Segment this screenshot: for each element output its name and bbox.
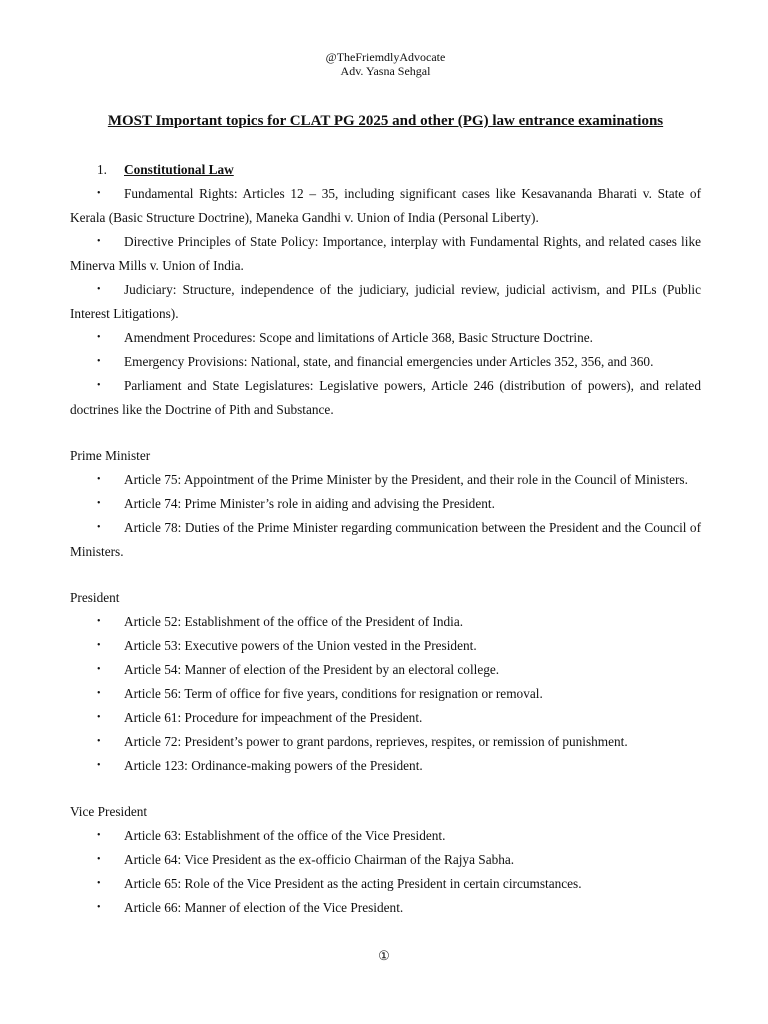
list-item: • Parliament and State Legislatures: Legislative powers, Article 246 (distribution of powers), and related doctrines like the Doctrine of Pith and Substance. <box>70 374 701 422</box>
bullet-icon: • <box>97 284 101 295</box>
document-title: MOST Important topics for CLAT PG 2025 and other (PG) law entrance examinations <box>107 113 664 129</box>
list-item: • Article 61: Procedure for impeachment of the President. <box>70 706 701 730</box>
bullet-icon: • <box>97 474 101 485</box>
list-item: • Article 74: Prime Minister’s role in aiding and advising the President. <box>70 492 701 516</box>
bullet-icon: • <box>97 640 101 651</box>
section-label-vice-president: Vice President <box>70 804 148 819</box>
bullet-icon: • <box>97 878 101 889</box>
bullet-icon: • <box>97 498 101 509</box>
president-list <box>70 610 701 778</box>
list-item: • Article 54: Manner of election of the President by an electoral college. <box>70 658 701 682</box>
constitutional-law-list <box>70 182 701 422</box>
section-heading-constitutional-law <box>70 158 701 182</box>
bullet-icon: • <box>97 854 101 865</box>
bullet-icon: • <box>97 902 101 913</box>
bullet-icon: • <box>97 522 101 533</box>
vice-president-list <box>70 824 701 920</box>
list-item: • Article 123: Ordinance-making powers of the President. <box>70 754 701 778</box>
document-body <box>70 158 701 920</box>
bullet-icon: • <box>97 356 101 367</box>
list-item: • Judiciary: Structure, independence of the judiciary, judicial review, judicial activism, and PILs (Public Interest Litigations). <box>70 278 701 326</box>
author-handle: @TheFriemdlyAdvocate <box>325 50 446 64</box>
bullet-icon: • <box>97 830 101 841</box>
section-label-president: President <box>70 590 120 605</box>
list-item: • Article 53: Executive powers of the Union vested in the President. <box>70 634 701 658</box>
author-name: Adv. Yasna Sehgal <box>340 64 431 78</box>
list-item: • Emergency Provisions: National, state, and financial emergencies under Articles 352, 356, and 360. <box>70 350 701 374</box>
list-item: • Article 64: Vice President as the ex-officio Chairman of the Rajya Sabha. <box>70 848 701 872</box>
list-item: • Amendment Procedures: Scope and limitations of Article 368, Basic Structure Doctrine. <box>70 326 701 350</box>
bullet-icon: • <box>97 332 101 343</box>
list-item: • Fundamental Rights: Articles 12 – 35, including significant cases like Kesavananda Bharati v. State of Kerala (Basic Structure Doctrine), Maneka Gandhi v. Union of India (Personal Liberty). <box>70 182 701 230</box>
list-item: • Article 72: President’s power to grant pardons, reprieves, respites, or remission of punishment. <box>70 730 701 754</box>
bullet-icon: • <box>97 736 101 747</box>
bullet-icon: • <box>97 380 101 391</box>
section-number: 1. <box>97 162 107 177</box>
section-heading-text: Constitutional Law <box>124 162 234 177</box>
list-item: • Article 63: Establishment of the office of the Vice President. <box>70 824 701 848</box>
bullet-icon: • <box>97 664 101 675</box>
bullet-icon: • <box>97 712 101 723</box>
list-item: • Article 65: Role of the Vice President as the acting President in certain circumstances. <box>70 872 701 896</box>
bullet-icon: • <box>97 760 101 771</box>
list-item: • Article 78: Duties of the Prime Minister regarding communication between the President and the Council of Ministers. <box>70 516 701 564</box>
bullet-icon: • <box>97 188 101 199</box>
bullet-icon: • <box>97 236 101 247</box>
list-item: • Article 52: Establishment of the office of the President of India. <box>70 610 701 634</box>
list-item: • Article 56: Term of office for five years, conditions for resignation or removal. <box>70 682 701 706</box>
bullet-icon: • <box>97 688 101 699</box>
list-item: • Article 66: Manner of election of the Vice President. <box>70 896 701 920</box>
document-header <box>70 50 701 78</box>
bullet-icon: • <box>97 616 101 627</box>
page-number: ① <box>378 948 390 963</box>
list-item: • Article 75: Appointment of the Prime Minister by the President, and their role in the Council of Ministers. <box>70 468 701 492</box>
prime-minister-list <box>70 468 701 564</box>
section-label-prime-minister: Prime Minister <box>70 448 151 463</box>
list-item: • Directive Principles of State Policy: Importance, interplay with Fundamental Rights, and related cases like Minerva Mills v. Union of India. <box>70 230 701 278</box>
